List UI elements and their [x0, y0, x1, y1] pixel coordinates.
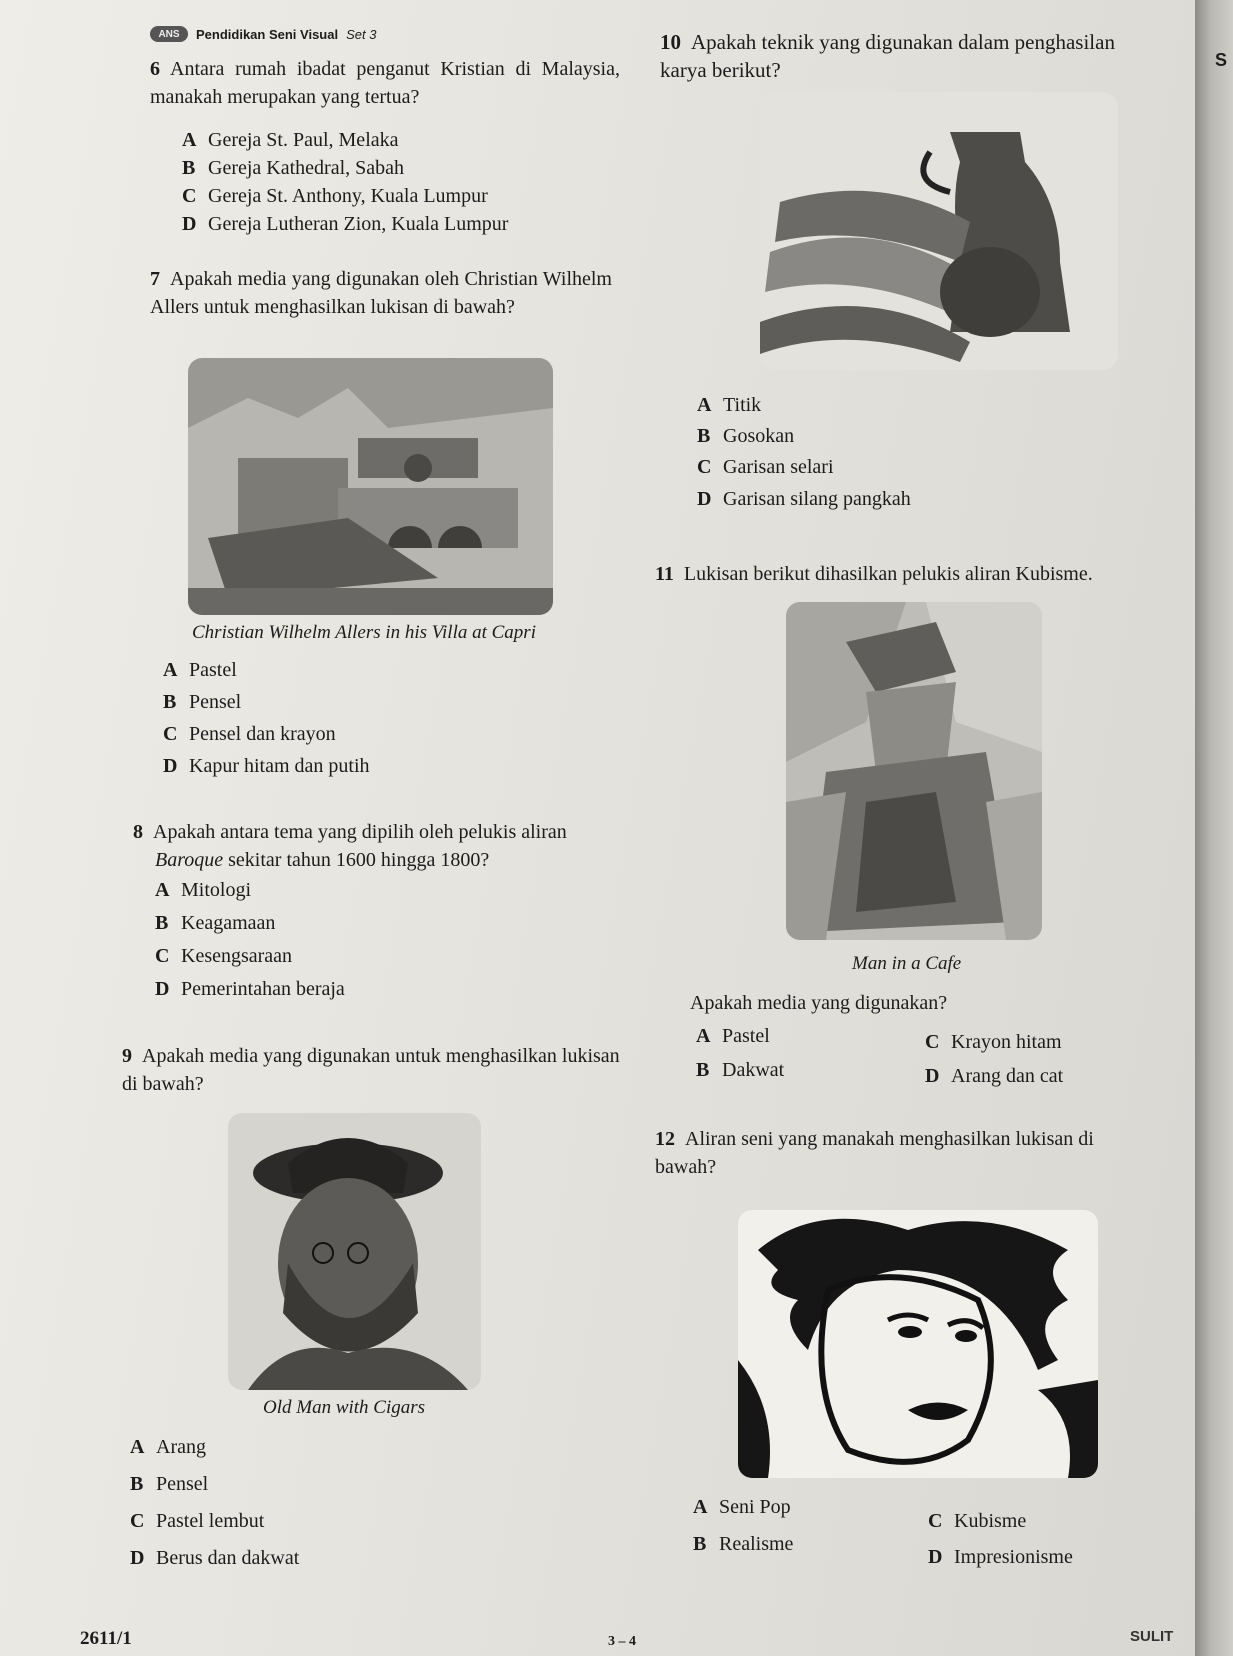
- old-man-cigars-drawing: [228, 1113, 481, 1390]
- option-11d[interactable]: D Arang dan cat: [925, 1065, 1064, 1087]
- book-gutter: [1195, 0, 1233, 1656]
- paper-code: 2611/1: [80, 1628, 132, 1649]
- confidential-mark: SULIT: [1130, 1628, 1174, 1645]
- option-6d[interactable]: D Gereja Lutheran Zion, Kuala Lumpur: [182, 213, 509, 235]
- option-10b[interactable]: B Gosokan: [697, 425, 795, 447]
- option-11b[interactable]: B Dakwat: [696, 1059, 785, 1081]
- header-set: Set 3: [346, 26, 377, 42]
- question-11: 11 Lukisan berikut dihasilkan pelukis aliran Kubisme.: [655, 563, 1093, 585]
- question-number: 6: [150, 58, 160, 80]
- option-7c[interactable]: C Pensel dan krayon: [163, 723, 336, 745]
- option-8c[interactable]: C Kesengsaraan: [155, 945, 293, 967]
- image-caption: Man in a Cafe: [852, 953, 962, 974]
- pop-art-woman-drawing: [738, 1210, 1098, 1478]
- still-life-drawing: [760, 92, 1118, 370]
- option-10a[interactable]: A Titik: [697, 394, 762, 416]
- question-8: 8 Apakah antara tema yang dipilih oleh pelukis aliran Baroque sekitar tahun 1600 hingga 1800?: [133, 821, 567, 871]
- question-7: 7 Apakah media yang digunakan oleh Christian Wilhelm Allers untuk menghasilkan lukisan di bawah?: [150, 268, 612, 318]
- option-9a[interactable]: A Arang: [130, 1436, 206, 1458]
- question-12: 12 Aliran seni yang manakah menghasilkan lukisan di bawah?: [655, 1128, 1094, 1178]
- question-stem: Antara rumah ibadat penganut Kristian di Malaysia, manakah merupakan yang tertua?: [150, 58, 620, 108]
- option-11c[interactable]: C Krayon hitam: [925, 1031, 1062, 1053]
- header-title: Pendidikan Seni Visual: [196, 26, 339, 42]
- option-9b[interactable]: B Pensel: [130, 1473, 209, 1495]
- publisher-logo: ANS: [150, 26, 188, 42]
- option-12d[interactable]: D Impresionisme: [928, 1546, 1073, 1568]
- option-12c[interactable]: C Kubisme: [928, 1510, 1027, 1532]
- villa-capri-drawing: [188, 358, 553, 615]
- option-9c[interactable]: C Pastel lembut: [130, 1510, 265, 1532]
- option-7d[interactable]: D Kapur hitam dan putih: [163, 755, 370, 777]
- option-8b[interactable]: B Keagamaan: [155, 912, 276, 934]
- option-6a[interactable]: A Gereja St. Paul, Melaka: [182, 129, 399, 151]
- option-6c[interactable]: C Gereja St. Anthony, Kuala Lumpur: [182, 185, 488, 207]
- option-10c[interactable]: C Garisan selari: [697, 456, 834, 478]
- option-11a[interactable]: A Pastel: [696, 1025, 770, 1047]
- option-10d[interactable]: D Garisan silang pangkah: [697, 488, 911, 510]
- edge-letter: S: [1215, 50, 1228, 70]
- option-12a[interactable]: A Seni Pop: [693, 1496, 791, 1518]
- image-caption: Christian Wilhelm Allers in his Villa at Capri: [192, 622, 536, 643]
- question-9: 9 Apakah media yang digunakan untuk menghasilkan lukisan di bawah?: [122, 1045, 620, 1095]
- question-11-prompt: Apakah media yang digunakan?: [690, 992, 948, 1014]
- option-9d[interactable]: D Berus dan dakwat: [130, 1547, 300, 1569]
- image-caption: Old Man with Cigars: [263, 1397, 426, 1418]
- question-6: [150, 55, 620, 111]
- option-12b[interactable]: B Realisme: [693, 1533, 794, 1555]
- man-in-cafe-painting: [786, 602, 1042, 940]
- page-number: 3 – 4: [608, 1634, 636, 1649]
- option-8a[interactable]: A Mitologi: [155, 879, 252, 901]
- option-6b[interactable]: B Gereja Kathedral, Sabah: [182, 157, 405, 179]
- question-10: 10 Apakah teknik yang digunakan dalam penghasilan karya berikut?: [660, 30, 1115, 82]
- option-7a[interactable]: A Pastel: [163, 659, 237, 681]
- page-header: [150, 26, 376, 42]
- option-8d[interactable]: D Pemerintahan beraja: [155, 978, 345, 1000]
- option-7b[interactable]: B Pensel: [163, 691, 242, 713]
